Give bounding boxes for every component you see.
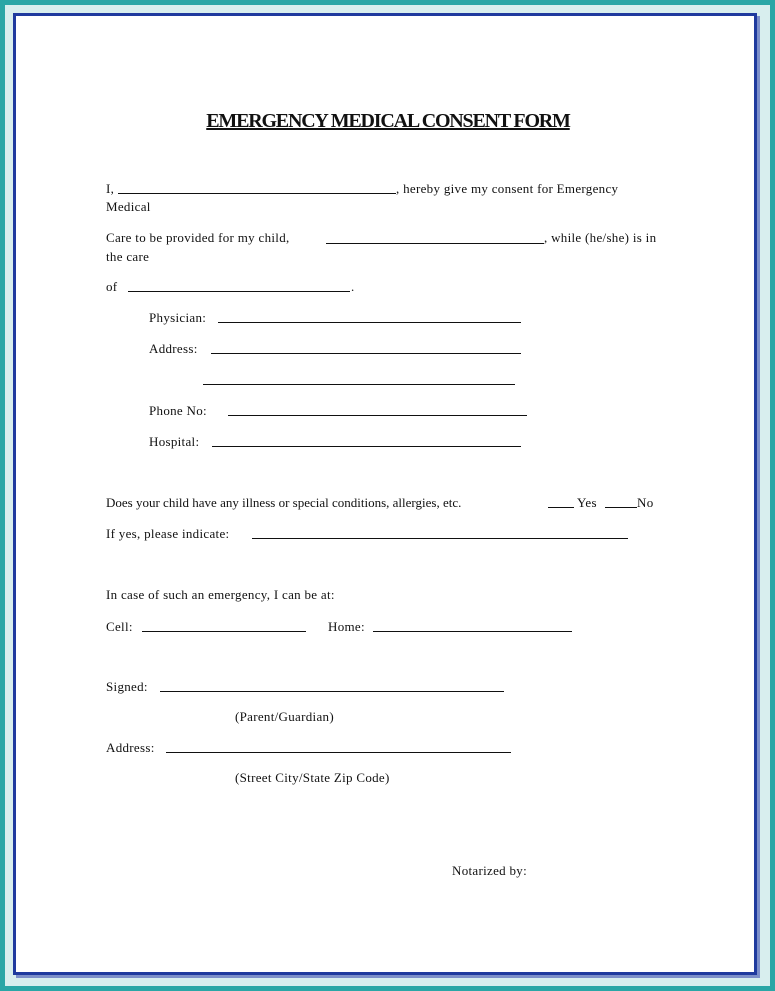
care-text-cont: the care xyxy=(106,249,150,264)
address2-field[interactable] xyxy=(166,752,511,753)
physician-field[interactable] xyxy=(218,322,521,323)
hospital-label: Hospital: xyxy=(149,434,200,449)
illness-question: Does your child have any illness or special conditions, allergies, etc. xyxy=(106,495,462,510)
address-label: Address: xyxy=(149,341,198,356)
care-text: Care to be provided for my child, xyxy=(106,230,290,245)
consent-intro: I, xyxy=(106,181,115,196)
street-caption: (Street City/State Zip Code) xyxy=(235,770,390,785)
caretaker-field[interactable] xyxy=(128,291,350,292)
cell-field[interactable] xyxy=(142,631,306,632)
address-field-line2[interactable] xyxy=(203,384,515,385)
parent-guardian-caption: (Parent/Guardian) xyxy=(235,709,334,724)
no-checkbox-line[interactable] xyxy=(605,507,637,508)
parent-name-field[interactable] xyxy=(118,193,396,194)
hospital-field[interactable] xyxy=(212,446,521,447)
care-text-end: , while (he/she) is in xyxy=(544,230,657,245)
indicate-label: If yes, please indicate: xyxy=(106,526,230,541)
phone-field[interactable] xyxy=(228,415,527,416)
yes-checkbox-line[interactable] xyxy=(548,507,574,508)
signed-label: Signed: xyxy=(106,679,148,694)
form-title: EMERGENCY MEDICAL CONSENT FORM xyxy=(206,110,570,132)
of-label: of xyxy=(106,279,118,294)
indicate-field[interactable] xyxy=(252,538,628,539)
cell-label: Cell: xyxy=(106,619,133,634)
emergency-text: In case of such an emergency, I can be at: xyxy=(106,587,335,602)
home-label: Home: xyxy=(328,619,365,634)
address2-label: Address: xyxy=(106,740,155,755)
of-period: . xyxy=(351,279,355,294)
address-field[interactable] xyxy=(211,353,521,354)
phone-label: Phone No: xyxy=(149,403,207,418)
signature-field[interactable] xyxy=(160,691,504,692)
document-page xyxy=(13,13,757,975)
child-name-field[interactable] xyxy=(326,243,544,244)
consent-text-cont: Medical xyxy=(106,199,151,214)
home-field[interactable] xyxy=(373,631,572,632)
notarized-label: Notarized by: xyxy=(452,863,528,878)
physician-label: Physician: xyxy=(149,310,207,325)
consent-text: , hereby give my consent for Emergency xyxy=(396,181,619,196)
no-label: No xyxy=(637,495,654,510)
yes-label: Yes xyxy=(577,495,597,510)
